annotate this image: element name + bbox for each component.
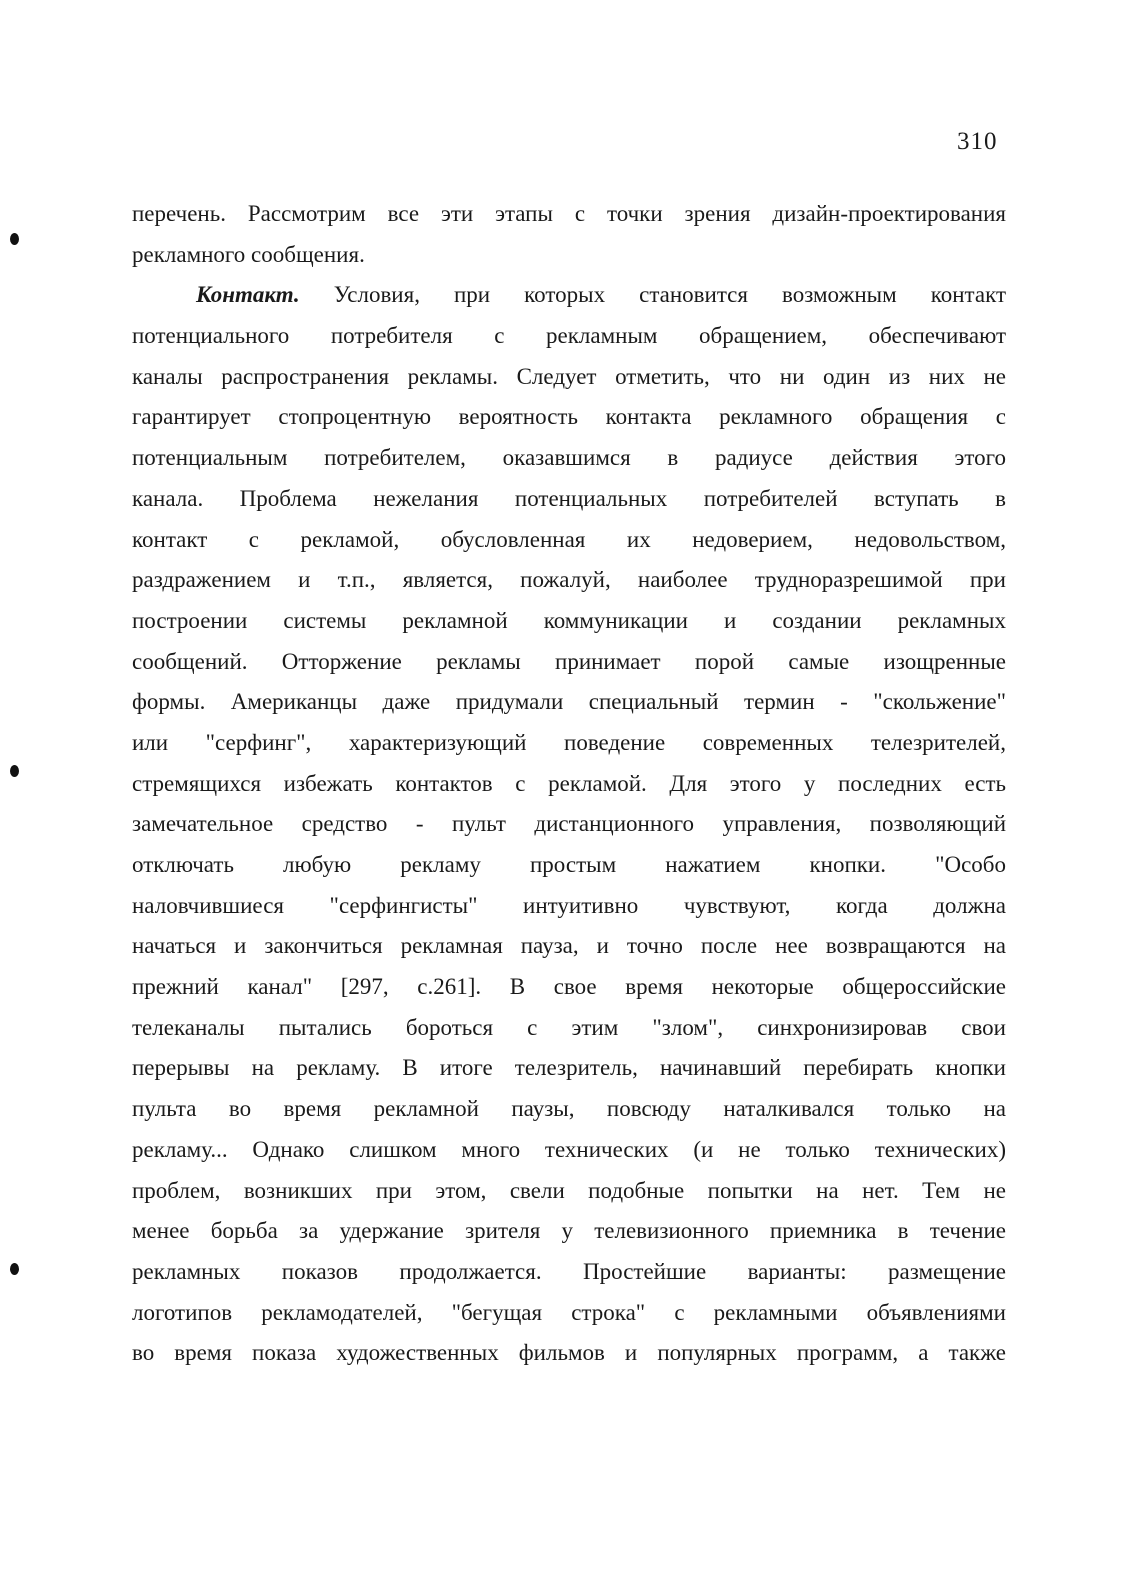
text-line: каналы распространения рекламы. Следует отметить, что ни один из них не xyxy=(132,363,1006,389)
text-line: перечень. Рассмотрим все эти этапы с точки зрения дизайн-проектирования xyxy=(132,201,1006,226)
text-line: наловчившиеся "серфингисты" интуитивно чувствуют, когда должна xyxy=(132,892,1006,918)
text-line: прежний канал" [297, с.261]. В свое время некоторые общероссийские xyxy=(132,974,1006,1000)
text-line: пульта во время рекламной паузы, повсюду наталкивался только на xyxy=(132,1096,1006,1122)
term-contact: Контакт. xyxy=(196,282,300,308)
binder-hole-middle xyxy=(10,765,19,777)
text-line: раздражением и т.п., является, пожалуй, наиболее трудноразрешимой при xyxy=(132,567,1006,593)
binder-hole-bottom xyxy=(10,1263,19,1275)
text-line: построении системы рекламной коммуникации и создании рекламных xyxy=(132,607,1006,633)
text-line: начаться и закончиться рекламная пауза, и точно после нее возвращаются на xyxy=(132,933,1006,959)
text-line: проблем, возникших при этом, свели подобные попытки на нет. Тем не xyxy=(132,1177,1006,1203)
text-line: во время показа художественных фильмов и популярных программ, а также xyxy=(132,1340,1006,1366)
text-line: стремящихся избежать контактов с рекламой. Для этого у последних есть xyxy=(132,770,1006,796)
body-text xyxy=(132,194,1006,1374)
text-line: менее борьба за удержание зрителя у телевизионного приемника в течение xyxy=(132,1218,1006,1244)
text-line: сообщений. Отторжение рекламы принимает порой самые изощренные xyxy=(132,648,1006,674)
text-line: отключать любую рекламу простым нажатием кнопки. "Особо xyxy=(132,852,1006,877)
text-line: логотипов рекламодателей, "бегущая строка" с рекламными объявлениями xyxy=(132,1299,1006,1325)
text-line: или "серфинг", характеризующий поведение современных телезрителей, xyxy=(132,729,1006,755)
text-line: телеканалы пытались бороться с этим "злом", синхронизировав свои xyxy=(132,1014,1006,1040)
text-line: канала. Проблема нежелания потенциальных потребителей вступать в xyxy=(132,485,1006,511)
text-line: перерывы на рекламу. В итоге телезритель, начинавший перебирать кнопки xyxy=(132,1055,1006,1081)
page-number: 310 xyxy=(957,128,998,155)
text-line: рекламного сообщения. xyxy=(132,241,365,267)
text-line: контакт с рекламой, обусловленная их недоверием, недовольством, xyxy=(132,526,1006,552)
binder-hole-top xyxy=(10,233,19,245)
text-line: замечательное средство - пульт дистанционного управления, позволяющий xyxy=(132,811,1006,837)
text-line: потенциального потребителя с рекламным обращением, обеспечивают xyxy=(132,323,1006,349)
text-line-content: Условия, при которых становится возможным контакт xyxy=(333,282,1006,308)
text-line: рекламных показов продолжается. Простейшие варианты: размещение xyxy=(132,1258,1006,1284)
text-line xyxy=(132,275,1006,316)
text-line: потенциальным потребителем, оказавшимся в радиусе действия этого xyxy=(132,445,1006,471)
text-line: формы. Американцы даже придумали специальный термин - "скольжение" xyxy=(132,689,1006,715)
text-line: гарантирует стопроцентную вероятность контакта рекламного обращения с xyxy=(132,404,1006,430)
text-line: рекламу... Однако слишком много технических (и не только технических) xyxy=(132,1136,1006,1162)
